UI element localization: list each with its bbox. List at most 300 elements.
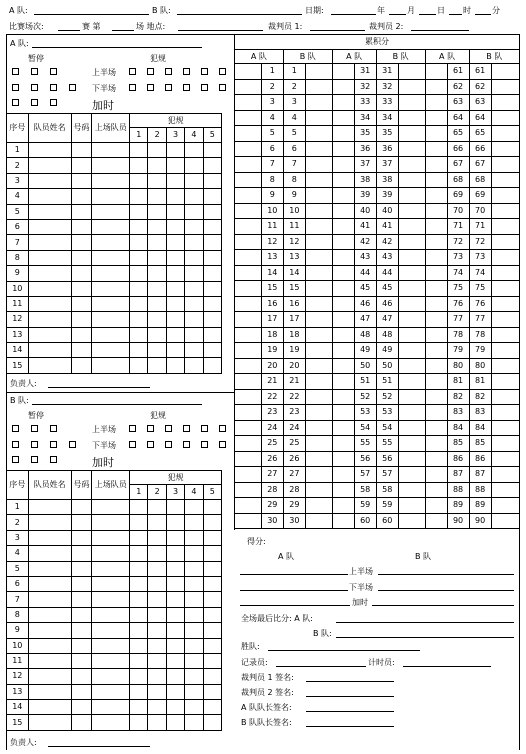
running-score-b-number[interactable]: 61 [469,64,491,80]
running-score-b-mark[interactable] [398,389,425,405]
team-a-roster-cell[interactable] [130,358,148,373]
running-score-a-number[interactable]: 89 [447,498,469,514]
team-b-roster-cell[interactable] [203,500,221,515]
team-a-roster-cell[interactable] [130,173,148,188]
running-score-b-mark[interactable] [491,312,519,328]
running-score-b-number[interactable]: 5 [283,126,305,142]
running-score-a-number[interactable]: 78 [447,327,469,343]
running-score-b-number[interactable]: 33 [376,95,398,111]
running-score-a-number[interactable]: 66 [447,141,469,157]
team-a-roster-cell[interactable] [71,204,92,219]
running-score-a-mark[interactable] [332,436,354,452]
team-a-roster-cell[interactable] [92,281,130,296]
team-b-foul-box[interactable] [165,425,172,432]
running-score-a-number[interactable]: 29 [261,498,283,514]
running-score-a-number[interactable]: 37 [354,157,376,173]
team-a-roster-cell[interactable] [148,312,166,327]
running-score-a-number[interactable]: 10 [261,203,283,219]
team-a-roster-cell[interactable] [71,143,92,158]
team-b-roster-cell[interactable] [203,515,221,530]
running-score-b-number[interactable]: 36 [376,141,398,157]
running-score-a-mark[interactable] [425,358,447,374]
running-score-b-mark[interactable] [491,141,519,157]
team-b-roster-cell[interactable] [71,576,92,591]
running-score-b-mark[interactable] [491,64,519,80]
running-score-a-number[interactable]: 58 [354,482,376,498]
team-a-roster-cell[interactable] [203,343,221,358]
team-b-timeout-box[interactable] [12,425,19,432]
team-a-roster-cell[interactable] [185,343,203,358]
running-score-a-number[interactable]: 26 [261,451,283,467]
team-b-roster-cell[interactable] [71,715,92,730]
team-a-roster-cell[interactable] [148,296,166,311]
team-a-roster-cell[interactable] [71,312,92,327]
running-score-b-mark[interactable] [398,374,425,390]
team-b-timeout-box[interactable] [50,425,57,432]
team-b-roster-cell[interactable] [92,546,130,561]
running-score-b-number[interactable]: 54 [376,420,398,436]
running-score-a-mark[interactable] [425,420,447,436]
team-a-foul-box[interactable] [183,84,190,91]
running-score-a-mark[interactable] [235,296,262,312]
team-a-roster-cell[interactable] [71,219,92,234]
running-score-b-number[interactable]: 76 [469,296,491,312]
team-a-roster-cell[interactable] [28,266,71,281]
team-a-timeout-box[interactable] [12,68,19,75]
running-score-b-number[interactable]: 52 [376,389,398,405]
running-score-b-mark[interactable] [398,436,425,452]
running-score-b-number[interactable]: 31 [376,64,398,80]
running-score-b-number[interactable]: 67 [469,157,491,173]
running-score-b-mark[interactable] [491,79,519,95]
team-a-roster-cell[interactable] [71,358,92,373]
team-b-roster-cell[interactable] [185,576,203,591]
running-score-b-mark[interactable] [491,110,519,126]
running-score-b-number[interactable]: 9 [283,188,305,204]
header-match-field[interactable] [112,30,134,31]
team-b-foul-box[interactable] [147,441,154,448]
team-b-roster-cell[interactable] [71,530,92,545]
team-a-roster-cell[interactable] [92,143,130,158]
running-score-a-mark[interactable] [235,358,262,374]
team-b-roster-cell[interactable] [166,623,184,638]
team-b-roster-cell[interactable] [28,607,71,622]
running-score-b-mark[interactable] [491,265,519,281]
running-score-b-number[interactable]: 81 [469,374,491,390]
team-b-roster-cell[interactable] [28,653,71,668]
team-a-roster-cell[interactable] [71,296,92,311]
team-a-roster-cell[interactable] [71,235,92,250]
running-score-b-mark[interactable] [398,420,425,436]
summary-b-captain-sign-field[interactable] [306,726,394,727]
team-b-roster-cell[interactable] [92,669,130,684]
running-score-a-mark[interactable] [332,374,354,390]
team-a-roster-cell[interactable] [203,312,221,327]
team-a-roster-cell[interactable] [130,219,148,234]
team-a-roster-cell[interactable] [71,266,92,281]
running-score-a-number[interactable]: 76 [447,296,469,312]
running-score-b-mark[interactable] [305,498,332,514]
running-score-a-mark[interactable] [332,79,354,95]
summary-timer-field[interactable] [403,666,491,667]
team-b-roster-cell[interactable] [148,500,166,515]
running-score-a-mark[interactable] [425,64,447,80]
running-score-a-number[interactable]: 20 [261,358,283,374]
team-b-roster-cell[interactable] [71,561,92,576]
running-score-b-mark[interactable] [491,296,519,312]
team-a-roster-cell[interactable] [148,158,166,173]
running-score-b-number[interactable]: 29 [283,498,305,514]
team-b-roster-cell[interactable] [92,638,130,653]
running-score-a-mark[interactable] [425,451,447,467]
running-score-b-mark[interactable] [491,343,519,359]
running-score-b-number[interactable]: 16 [283,296,305,312]
running-score-b-number[interactable]: 53 [376,405,398,421]
running-score-a-number[interactable]: 83 [447,405,469,421]
team-a-roster-cell[interactable] [28,312,71,327]
running-score-a-mark[interactable] [425,250,447,266]
team-a-roster-cell[interactable] [166,158,184,173]
team-a-roster-cell[interactable] [203,219,221,234]
running-score-b-number[interactable]: 24 [283,420,305,436]
team-a-roster-cell[interactable] [148,189,166,204]
running-score-a-number[interactable]: 90 [447,513,469,529]
team-a-roster-cell[interactable] [28,281,71,296]
running-score-b-mark[interactable] [398,451,425,467]
running-score-a-mark[interactable] [425,467,447,483]
team-b-roster-cell[interactable] [92,607,130,622]
running-score-a-mark[interactable] [235,482,262,498]
team-a-roster-cell[interactable] [166,281,184,296]
running-score-b-mark[interactable] [398,203,425,219]
running-score-b-mark[interactable] [305,157,332,173]
team-b-roster-cell[interactable] [166,607,184,622]
team-b-timeout-box[interactable] [12,456,19,463]
running-score-b-number[interactable]: 78 [469,327,491,343]
team-b-roster-cell[interactable] [185,715,203,730]
running-score-b-number[interactable]: 85 [469,436,491,452]
running-score-b-number[interactable]: 21 [283,374,305,390]
running-score-a-number[interactable]: 57 [354,467,376,483]
running-score-b-number[interactable]: 59 [376,498,398,514]
team-b-roster-cell[interactable] [71,623,92,638]
team-b-roster-cell[interactable] [148,684,166,699]
team-a-roster-cell[interactable] [203,296,221,311]
team-b-roster-cell[interactable] [166,715,184,730]
running-score-a-number[interactable]: 68 [447,172,469,188]
running-score-b-number[interactable]: 58 [376,482,398,498]
running-score-a-number[interactable]: 75 [447,281,469,297]
team-b-foul-box[interactable] [165,441,172,448]
team-b-roster-cell[interactable] [166,530,184,545]
running-score-b-mark[interactable] [491,95,519,111]
running-score-a-mark[interactable] [235,110,262,126]
team-a-roster-cell[interactable] [28,358,71,373]
running-score-b-number[interactable]: 86 [469,451,491,467]
running-score-a-mark[interactable] [332,203,354,219]
running-score-a-number[interactable]: 38 [354,172,376,188]
team-b-roster-cell[interactable] [185,638,203,653]
running-score-b-number[interactable]: 37 [376,157,398,173]
summary-final-b-field[interactable] [336,637,514,638]
running-score-b-number[interactable]: 12 [283,234,305,250]
team-a-roster-cell[interactable] [130,235,148,250]
team-b-roster-cell[interactable] [148,561,166,576]
team-b-roster-cell[interactable] [92,576,130,591]
running-score-a-number[interactable]: 24 [261,420,283,436]
running-score-a-number[interactable]: 49 [354,343,376,359]
team-a-roster-cell[interactable] [92,235,130,250]
team-b-roster-cell[interactable] [148,530,166,545]
team-a-roster-cell[interactable] [166,189,184,204]
team-a-roster-cell[interactable] [148,327,166,342]
running-score-a-mark[interactable] [332,513,354,529]
team-b-roster-cell[interactable] [130,653,148,668]
running-score-a-mark[interactable] [425,281,447,297]
team-a-roster-cell[interactable] [148,343,166,358]
team-a-roster-cell[interactable] [203,281,221,296]
summary-ref2-sign-field[interactable] [306,696,394,697]
running-score-b-number[interactable]: 71 [469,219,491,235]
running-score-b-mark[interactable] [491,420,519,436]
team-a-roster-cell[interactable] [185,158,203,173]
team-a-roster-cell[interactable] [203,235,221,250]
team-a-foul-box[interactable] [165,84,172,91]
running-score-a-number[interactable]: 84 [447,420,469,436]
running-score-b-mark[interactable] [398,482,425,498]
team-a-roster-cell[interactable] [203,358,221,373]
team-a-roster-cell[interactable] [71,189,92,204]
running-score-a-number[interactable]: 88 [447,482,469,498]
running-score-b-mark[interactable] [305,312,332,328]
team-a-roster-cell[interactable] [71,327,92,342]
running-score-a-mark[interactable] [332,172,354,188]
team-b-roster-cell[interactable] [185,515,203,530]
team-b-foul-box[interactable] [129,425,136,432]
team-b-roster-cell[interactable] [130,638,148,653]
team-b-roster-cell[interactable] [92,561,130,576]
summary-a-second-half-field[interactable] [240,590,348,591]
running-score-b-mark[interactable] [305,467,332,483]
running-score-b-mark[interactable] [305,172,332,188]
running-score-a-mark[interactable] [235,389,262,405]
running-score-b-number[interactable]: 26 [283,451,305,467]
running-score-a-mark[interactable] [425,498,447,514]
running-score-b-mark[interactable] [491,203,519,219]
team-a-roster-cell[interactable] [92,250,130,265]
team-a-roster-cell[interactable] [185,358,203,373]
running-score-b-number[interactable]: 48 [376,327,398,343]
running-score-a-mark[interactable] [425,172,447,188]
running-score-b-mark[interactable] [305,126,332,142]
team-b-roster-cell[interactable] [166,561,184,576]
team-b-foul-box[interactable] [183,441,190,448]
running-score-a-number[interactable]: 60 [354,513,376,529]
team-a-roster-cell[interactable] [130,343,148,358]
team-a-roster-cell[interactable] [92,189,130,204]
running-score-a-mark[interactable] [425,374,447,390]
running-score-b-mark[interactable] [491,172,519,188]
team-b-roster-cell[interactable] [71,500,92,515]
running-score-a-number[interactable]: 33 [354,95,376,111]
team-a-timeout-box[interactable] [50,68,57,75]
team-b-timeout-box[interactable] [50,441,57,448]
team-a-roster-cell[interactable] [92,358,130,373]
running-score-b-number[interactable]: 88 [469,482,491,498]
team-a-name-field[interactable] [32,47,202,48]
team-a-roster-cell[interactable] [185,143,203,158]
team-a-timeout-box[interactable] [12,84,19,91]
team-b-roster-cell[interactable] [203,684,221,699]
header-day-field[interactable] [419,14,436,15]
running-score-a-number[interactable]: 74 [447,265,469,281]
team-b-timeout-box[interactable] [31,425,38,432]
running-score-a-mark[interactable] [235,265,262,281]
team-b-roster-cell[interactable] [130,623,148,638]
running-score-b-number[interactable]: 28 [283,482,305,498]
team-a-roster-cell[interactable] [71,281,92,296]
running-score-b-mark[interactable] [491,467,519,483]
team-b-roster-cell[interactable] [166,515,184,530]
team-b-foul-box[interactable] [219,425,226,432]
running-score-a-number[interactable]: 86 [447,451,469,467]
team-a-roster-cell[interactable] [166,235,184,250]
team-a-roster-cell[interactable] [92,343,130,358]
running-score-a-number[interactable]: 54 [354,420,376,436]
running-score-b-number[interactable]: 55 [376,436,398,452]
running-score-b-mark[interactable] [398,79,425,95]
running-score-a-number[interactable]: 44 [354,265,376,281]
team-b-roster-cell[interactable] [28,515,71,530]
team-a-timeout-box[interactable] [31,84,38,91]
running-score-b-mark[interactable] [305,281,332,297]
running-score-b-mark[interactable] [305,79,332,95]
team-a-timeout-box[interactable] [50,99,57,106]
running-score-a-mark[interactable] [425,234,447,250]
running-score-a-number[interactable]: 71 [447,219,469,235]
running-score-a-number[interactable]: 81 [447,374,469,390]
team-b-roster-cell[interactable] [28,530,71,545]
team-b-foul-box[interactable] [219,441,226,448]
team-b-roster-cell[interactable] [203,576,221,591]
team-a-roster-cell[interactable] [92,219,130,234]
running-score-b-number[interactable]: 30 [283,513,305,529]
team-a-roster-cell[interactable] [148,219,166,234]
running-score-b-mark[interactable] [491,451,519,467]
running-score-a-mark[interactable] [332,188,354,204]
summary-a-first-half-field[interactable] [240,574,348,575]
team-a-roster-cell[interactable] [166,343,184,358]
team-a-roster-cell[interactable] [92,173,130,188]
running-score-b-mark[interactable] [398,172,425,188]
team-b-roster-cell[interactable] [203,530,221,545]
running-score-a-number[interactable]: 65 [447,126,469,142]
team-b-roster-cell[interactable] [166,546,184,561]
running-score-a-number[interactable]: 22 [261,389,283,405]
team-b-roster-cell[interactable] [92,700,130,715]
running-score-b-number[interactable]: 84 [469,420,491,436]
team-a-roster-cell[interactable] [203,266,221,281]
running-score-b-number[interactable]: 77 [469,312,491,328]
summary-b-overtime-field[interactable] [372,605,514,606]
team-a-roster-cell[interactable] [28,189,71,204]
running-score-b-mark[interactable] [398,405,425,421]
team-b-timeout-box[interactable] [50,456,57,463]
running-score-a-number[interactable]: 41 [354,219,376,235]
team-b-roster-cell[interactable] [185,653,203,668]
team-a-roster-cell[interactable] [185,235,203,250]
team-b-roster-cell[interactable] [71,684,92,699]
running-score-b-number[interactable]: 70 [469,203,491,219]
running-score-a-number[interactable]: 31 [354,64,376,80]
running-score-b-number[interactable]: 41 [376,219,398,235]
running-score-b-mark[interactable] [398,234,425,250]
team-b-roster-cell[interactable] [148,669,166,684]
team-a-roster-cell[interactable] [185,189,203,204]
running-score-a-number[interactable]: 27 [261,467,283,483]
running-score-b-number[interactable]: 62 [469,79,491,95]
running-score-a-number[interactable]: 2 [261,79,283,95]
running-score-a-mark[interactable] [235,188,262,204]
running-score-b-mark[interactable] [491,498,519,514]
team-a-roster-cell[interactable] [92,296,130,311]
running-score-b-number[interactable]: 60 [376,513,398,529]
running-score-a-number[interactable]: 7 [261,157,283,173]
team-a-roster-cell[interactable] [130,296,148,311]
running-score-b-number[interactable]: 89 [469,498,491,514]
running-score-b-mark[interactable] [398,296,425,312]
team-b-roster-cell[interactable] [130,546,148,561]
team-a-roster-cell[interactable] [28,327,71,342]
running-score-a-number[interactable]: 4 [261,110,283,126]
running-score-b-number[interactable]: 49 [376,343,398,359]
team-a-roster-cell[interactable] [71,158,92,173]
running-score-b-number[interactable]: 80 [469,358,491,374]
team-a-roster-cell[interactable] [28,343,71,358]
running-score-b-mark[interactable] [491,219,519,235]
team-b-roster-cell[interactable] [185,561,203,576]
running-score-b-mark[interactable] [398,513,425,529]
running-score-b-number[interactable]: 66 [469,141,491,157]
team-a-foul-box[interactable] [129,84,136,91]
team-b-roster-cell[interactable] [28,700,71,715]
running-score-a-number[interactable]: 34 [354,110,376,126]
running-score-a-mark[interactable] [332,327,354,343]
running-score-b-mark[interactable] [305,358,332,374]
running-score-a-number[interactable]: 40 [354,203,376,219]
running-score-b-mark[interactable] [491,157,519,173]
team-b-timeout-box[interactable] [31,441,38,448]
header-b-team-field[interactable] [177,14,302,15]
team-a-roster-cell[interactable] [185,204,203,219]
header-ref1-field[interactable] [310,30,365,31]
team-b-foul-box[interactable] [201,425,208,432]
running-score-b-mark[interactable] [305,95,332,111]
running-score-b-number[interactable]: 63 [469,95,491,111]
team-b-roster-cell[interactable] [203,592,221,607]
running-score-a-mark[interactable] [332,110,354,126]
running-score-a-mark[interactable] [332,234,354,250]
team-b-roster-cell[interactable] [28,546,71,561]
running-score-a-mark[interactable] [235,234,262,250]
running-score-a-number[interactable]: 69 [447,188,469,204]
running-score-a-number[interactable]: 46 [354,296,376,312]
team-a-roster-cell[interactable] [166,266,184,281]
running-score-a-number[interactable]: 70 [447,203,469,219]
running-score-a-mark[interactable] [425,126,447,142]
running-score-b-mark[interactable] [305,389,332,405]
team-b-roster-cell[interactable] [92,530,130,545]
